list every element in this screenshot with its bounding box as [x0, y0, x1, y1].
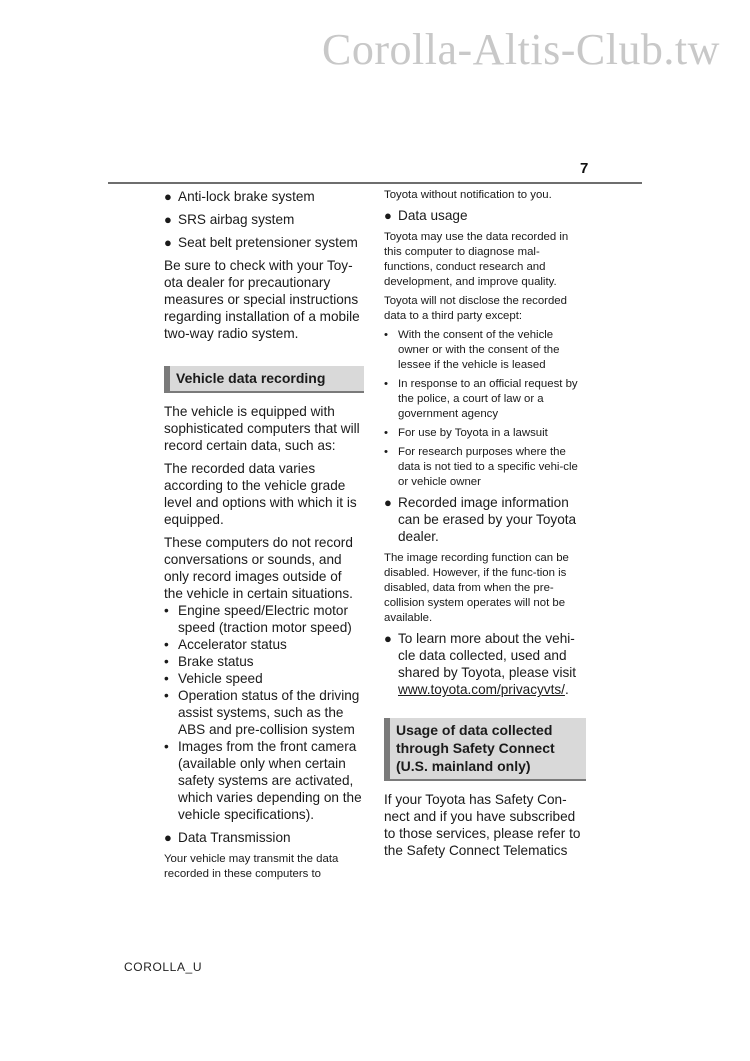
list-item-text: For use by Toyota in a lawsuit — [398, 427, 548, 439]
bullet-icon: • — [164, 654, 169, 669]
list-item-text: With the consent of the vehicle owner or with the consent of the lessee if the vehicle is leased — [398, 329, 560, 371]
bullet-icon: • — [164, 739, 169, 754]
bullet-icon: • — [384, 446, 388, 458]
dot-item-text: Anti-lock brake system — [178, 189, 315, 204]
dot-item — [164, 829, 364, 846]
bullet-icon: • — [384, 329, 388, 341]
paragraph: These computers do not record conversations or sounds, and only record images outside of the vehicle in certain situations. — [164, 535, 353, 601]
bullet-dot-icon: ● — [384, 631, 392, 646]
list-item — [384, 328, 586, 373]
dot-item-text: Recorded image information can be erased by your Toyota dealer. — [398, 495, 577, 544]
dot-item — [164, 188, 364, 205]
dot-item — [164, 234, 364, 251]
dot-item-text: SRS airbag system — [178, 212, 295, 227]
watermark: Corolla-Altis-Club.tw — [322, 25, 720, 74]
dot-item-text: Seat belt pretensioner system — [178, 235, 358, 250]
list-item-text: Engine speed/Electric motor speed (traction motor speed) — [178, 603, 352, 635]
privacy-link[interactable]: www.toyota.com/privacyvts/ — [398, 682, 565, 697]
learn-more-end: . — [564, 682, 569, 697]
list-item-text: In response to an official request by the police, a court of law or a government agency — [398, 378, 578, 420]
list-item-text: Images from the front camera (available only when certain safety systems are activated, which varies depending on the vehicle specifications). — [178, 739, 362, 822]
dot-item-text: Data usage — [398, 208, 468, 223]
bullet-icon: • — [164, 603, 169, 618]
dot-item — [384, 494, 586, 545]
bullet-dot-icon: ● — [384, 208, 392, 223]
list-item — [164, 636, 364, 653]
bullet-dot-icon: ● — [164, 830, 172, 845]
footer-label: COROLLA_U — [124, 960, 203, 974]
small-paragraph: The image recording function can be disabled. However, if the func-tion is disabled, data from when the pre-collision system operates will not be available. — [384, 552, 569, 624]
paragraph: The vehicle is equipped with sophisticated computers that will record certain data, such as: — [164, 404, 360, 453]
bullet-icon: • — [384, 378, 388, 390]
bullet-icon: • — [384, 427, 388, 439]
dot-item-text — [398, 630, 586, 698]
small-paragraph: Toyota may use the data recorded in this computer to diagnose mal-functions, conduct research and development, and improve quality. — [384, 231, 569, 288]
list-item-text: Brake status — [178, 654, 254, 669]
dot-item — [384, 207, 586, 224]
paragraph: Be sure to check with your Toy-ota dealer for precautionary measures or special instructions regarding installation of a mobile two-way radio system. — [164, 258, 360, 341]
list-item — [164, 670, 364, 687]
list-item — [384, 445, 586, 490]
bullet-icon: • — [164, 637, 169, 652]
list-item — [164, 738, 364, 823]
list-item-text: Vehicle speed — [178, 671, 263, 686]
list-item-text: Operation status of the driving assist systems, such as the ABS and pre-collision system — [178, 688, 360, 737]
small-paragraph: Toyota without notification to you. — [384, 189, 552, 201]
dot-item-text: Data Transmission — [178, 830, 291, 845]
small-paragraph: Your vehicle may transmit the data recorded in these computers to — [164, 853, 339, 880]
paragraph: The recorded data varies according to the vehicle grade level and options with which it is equipped. — [164, 461, 357, 527]
dot-item — [164, 211, 364, 228]
bullet-dot-icon: ● — [164, 189, 172, 204]
page-number: 7 — [580, 160, 589, 177]
section-heading: Usage of data collected through Safety Connect (U.S. mainland only) — [384, 718, 586, 781]
section-heading: Vehicle data recording — [164, 366, 364, 393]
list-item — [164, 653, 364, 670]
bullet-dot-icon: ● — [384, 495, 392, 510]
dot-item — [384, 630, 586, 698]
left-column — [164, 188, 364, 886]
right-column — [384, 188, 586, 865]
list-item-text: For research purposes where the data is not tied to a specific vehi-cle or vehicle owner — [398, 446, 578, 488]
learn-more-text: To learn more about the vehi-cle data collected, used and shared by Toyota, please visit — [398, 631, 577, 680]
small-paragraph: Toyota will not disclose the recorded data to a third party except: — [384, 295, 567, 322]
bullet-icon: • — [164, 688, 169, 703]
list-item — [164, 687, 364, 738]
list-item-text: Accelerator status — [178, 637, 287, 652]
bullet-dot-icon: ● — [164, 212, 172, 227]
list-item — [164, 602, 364, 636]
paragraph: If your Toyota has Safety Con-nect and if you have subscribed to those services, please refer to the Safety Connect Telematics — [384, 792, 581, 858]
list-item — [384, 377, 586, 422]
bullet-icon: • — [164, 671, 169, 686]
header-rule — [108, 182, 642, 184]
bullet-dot-icon: ● — [164, 235, 172, 250]
list-item — [384, 426, 586, 441]
